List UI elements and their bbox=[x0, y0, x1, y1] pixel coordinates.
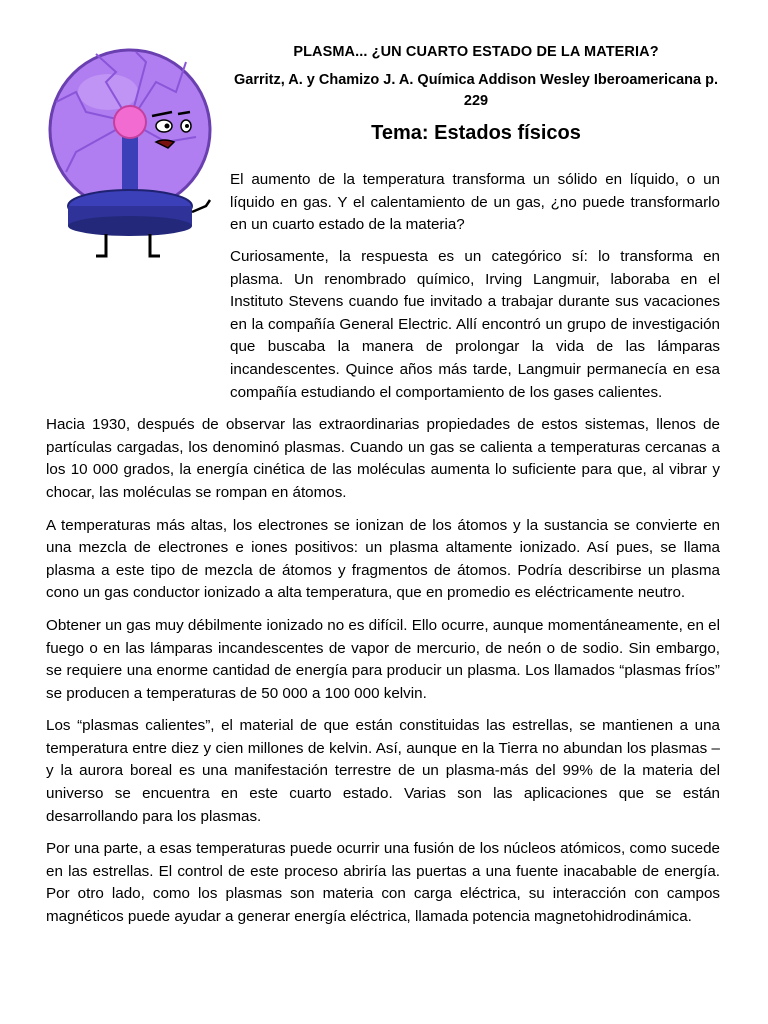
bibliographic-reference: Garritz, A. y Chamizo J. A. Química Addison Wesley Iberoamericana p. 229 bbox=[233, 72, 718, 109]
document-title: PLASMA... ¿UN CUARTO ESTADO DE LA MATERIA? bbox=[293, 44, 659, 60]
paragraph-3: Hacia 1930, después de observar las extraordinarias propiedades de estos sistemas, llenos de partículas cargadas, los denominó plasmas. Cuando un gas se calienta a temperaturas cercanas a los 10 000 grados, la energía cinética de las moléculas aumenta lo suficiente para que, al vibrar y chocar, las moléculas se rompan en átomos. bbox=[46, 416, 720, 501]
topic-heading: Tema: Estados físicos bbox=[371, 122, 581, 144]
plasma-ball-character-icon bbox=[46, 42, 220, 264]
paragraph-5: Obtener un gas muy débilmente ionizado no es difícil. Ello ocurre, aunque momentáneamente, en el fuego o en las lámparas incandescentes de vapor de mercurio, de neón o de sodio. Sin embargo, se requiere una enorme cantidad de energía para producir un plasma. Los llamados “plasmas fríos” se producen a temperaturas de 50 000 a 100 000 kelvin. bbox=[46, 616, 720, 702]
paragraph-7: Por una parte, a esas temperaturas puede ocurrir una fusión de los núcleos atómicos, como sucede en las estrellas. El control de este proceso abriría las puertas a una fuente inacabable de energía. Por otro lado, como los plasmas son materia con carga eléctrica, su interacción con campos magnéticos puede ayudar a generar energía eléctrica, llamada potencia magnetohidrodinámica. bbox=[46, 840, 720, 926]
paragraph-6: Los “plasmas calientes”, el material de que están constituidas las estrellas, se mantienen a una temperatura entre diez y cien millones de kelvin. Así, aunque en la Tierra no abundan los plasmas –y la aurora boreal es una manifestación terrestre de un plasma-más del 99% de la materia del universo se encuentra en este cuarto estado. Varias son las aplicaciones que se están desarrollando para los plasmas. bbox=[46, 717, 720, 825]
paragraph-1: El aumento de la temperatura transforma un sólido en líquido, o un líquido en gas. Y el calentamiento de un gas, ¿no puede transformarlo en un cuarto estado de la materia? bbox=[230, 171, 720, 234]
paragraph-2: Curiosamente, la respuesta es un categórico sí: lo transforma en plasma. Un renombrado químico, Irving Langmuir, laboraba en el Instituto Stevens cuando fue invitado a trabajar durante sus vacaciones en la compañía General Electric. Allí encontró un grupo de investigación que buscaba la manera de prolongar la vida de las lámparas incandescentes. Quince años más tarde, Langmuir permanecía en esa compañía estudiando el comportamiento de los gases calientes. bbox=[230, 248, 720, 401]
paragraph-4: A temperaturas más altas, los electrones se ionizan de los átomos y la sustancia se convierte en una mezcla de electrones e iones positivos: un plasma altamente ionizado. Así pues, se llama plasma a este tipo de mezcla de átomos y fragmentos de átomos. Podría describirse un plasma cono un gas conductor ionizado a alta temperatura, que en promedio es eléctricamente neutro. bbox=[46, 516, 720, 602]
document-header bbox=[222, 44, 730, 145]
body-text bbox=[46, 246, 720, 929]
